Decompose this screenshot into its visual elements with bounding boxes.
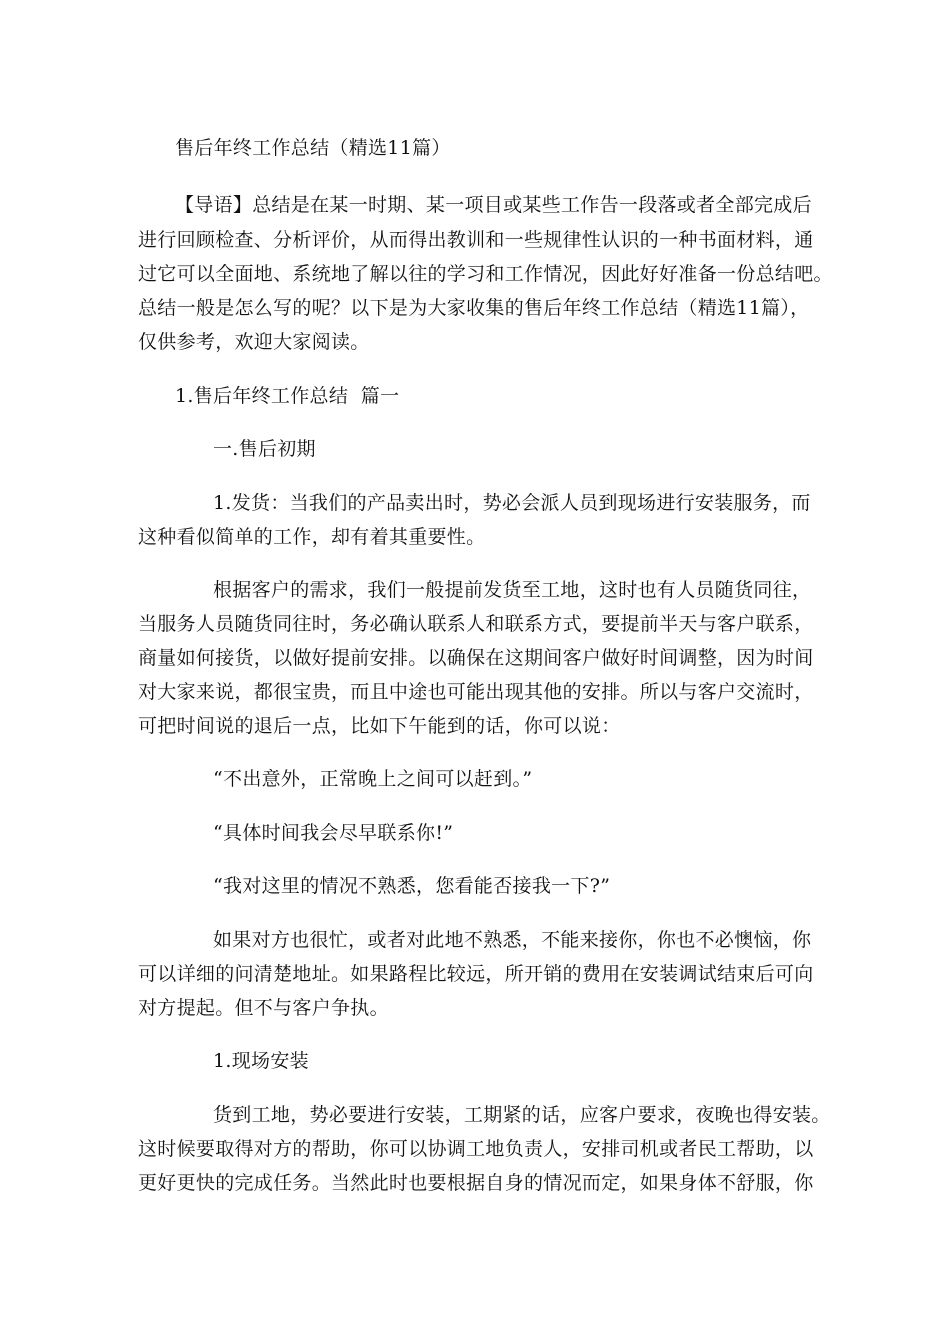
paragraph-line: 1.发货：当我们的产品卖出时，势必会派人员到现场进行安装服务，而: [213, 492, 811, 514]
paragraph-line: 更好更快的完成任务。当然此时也要根据自身的情况而定，如果身体不舒服，你: [138, 1172, 814, 1194]
intro-line: 总结一般是怎么写的呢？以下是为大家收集的售后年终工作总结（精选11篇），: [138, 297, 810, 319]
paragraph-line: 对方提起。但不与客户争执。: [138, 997, 389, 1019]
quote-line: “不出意外，正常晚上之间可以赶到。”: [213, 768, 533, 790]
subheading: 1.现场安装: [213, 1050, 309, 1072]
paragraph-line: 这种看似简单的工作，却有着其重要性。: [138, 526, 486, 548]
paragraph-line: 可把时间说的退后一点，比如下午能到的话，你可以说：: [138, 715, 621, 737]
quote-line: “具体时间我会尽早联系你!”: [213, 822, 454, 844]
intro-line: 仅供参考，欢迎大家阅读。: [138, 331, 370, 353]
document-title: 售后年终工作总结（精选11篇）: [175, 137, 451, 159]
paragraph-line: 货到工地，势必要进行安装，工期紧的话，应客户要求，夜晚也得安装。: [213, 1104, 831, 1126]
paragraph-line: 可以详细的问清楚地址。如果路程比较远，所开销的费用在安装调试结束后可向: [138, 963, 814, 985]
paragraph-line: 对大家来说，都很宝贵，而且中途也可能出现其他的安排。所以与客户交流时，: [138, 681, 814, 703]
paragraph-line: 商量如何接货，以做好提前安排。以确保在这期间客户做好时间调整，因为时间: [138, 647, 814, 669]
quote-line: “我对这里的情况不熟悉，您看能否接我一下?”: [213, 875, 611, 897]
intro-line: 过它可以全面地、系统地了解以往的学习和工作情况，因此好好准备一份总结吧。: [138, 263, 833, 285]
paragraph-line: 这时候要取得对方的帮助，你可以协调工地负责人，安排司机或者民工帮助，以: [138, 1138, 814, 1160]
intro-line: 【导语】总结是在某一时期、某一项目或某些工作告一段落或者全部完成后: [175, 194, 812, 216]
paragraph-line: 根据客户的需求，我们一般提前发货至工地，这时也有人员随货同往，: [213, 579, 812, 601]
paragraph-line: 当服务人员随货同往时，务必确认联系人和联系方式，要提前半天与客户联系，: [138, 613, 814, 635]
paragraph-line: 如果对方也很忙，或者对此地不熟悉，不能来接你，你也不必懊恼，你: [213, 929, 812, 951]
subheading: 一.售后初期: [213, 438, 316, 460]
section-heading: 1.售后年终工作总结 篇一: [175, 385, 400, 407]
intro-line: 进行回顾检查、分析评价，从而得出教训和一些规律性认识的一种书面材料，通: [138, 229, 814, 251]
